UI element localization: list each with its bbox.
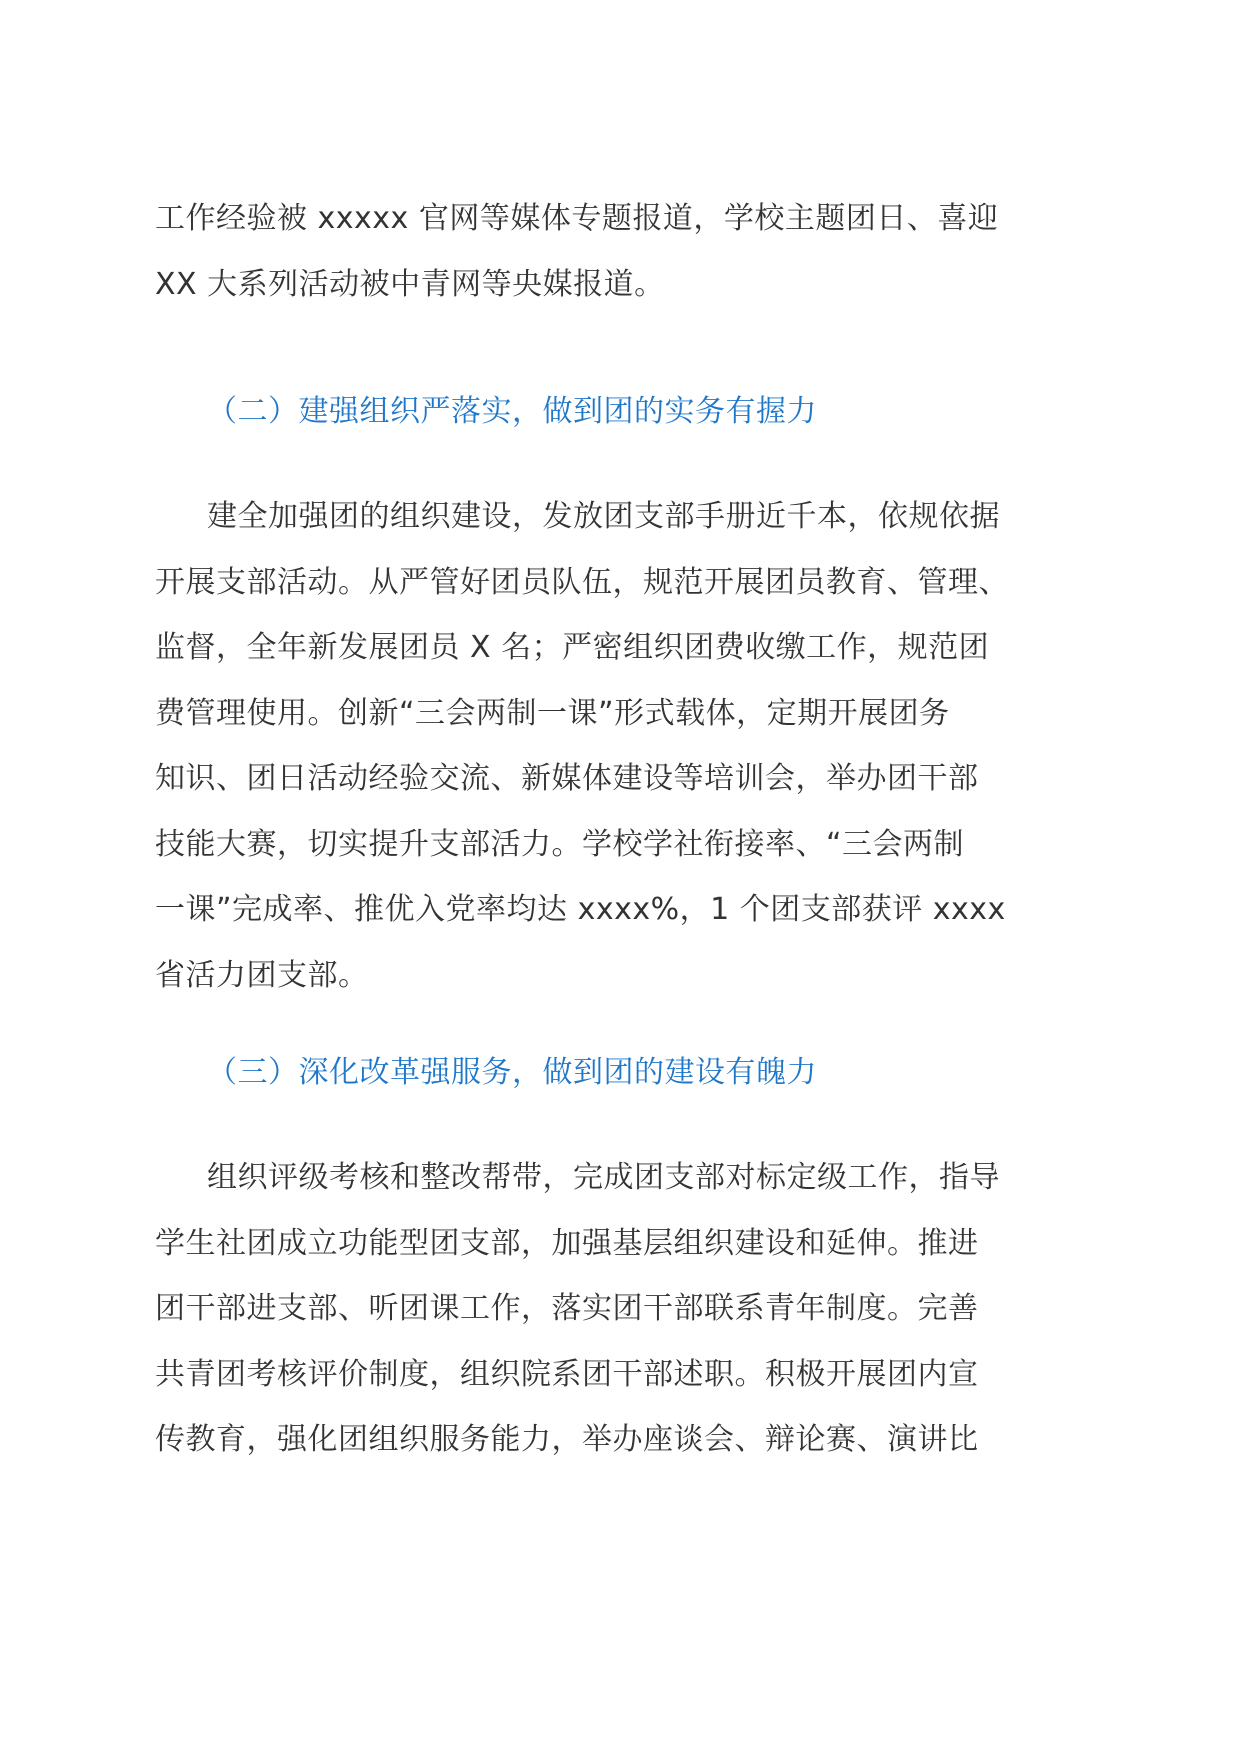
paragraph-line: 团干部进支部、听团课工作，落实团干部联系青年制度。完善 xyxy=(155,1291,979,1326)
paragraph-line: 费管理使用。创新“三会两制一课”形式载体，定期开展团务 xyxy=(155,695,950,731)
paragraph-line: 一课”完成率、推优入党率均达 xxxx%，1 个团支部获评 xxxx xyxy=(155,892,1006,927)
paragraph-line: 技能大赛，切实提升支部活力。学校学社衔接率、“三会两制 xyxy=(155,826,965,862)
paragraph-line: XX 大系列活动被中青网等央媒报道。 xyxy=(155,266,665,302)
paragraph-line: 开展支部活动。从严管好团员队伍，规范开展团员教育、管理、 xyxy=(155,564,1009,600)
paragraph-line: 工作经验被 xxxxx 官网等媒体专题报道，学校主题团日、喜迎 xyxy=(155,201,999,236)
section-2-paragraph xyxy=(155,484,1090,1008)
paragraph-line: 共青团考核评价制度，组织院系团干部述职。积极开展团内宣 xyxy=(155,1356,979,1392)
section-2-heading: （二）建强组织严落实，做到团的实务有握力 xyxy=(207,394,817,429)
paragraph-line: 省活力团支部。 xyxy=(155,957,369,993)
section-3-paragraph xyxy=(155,1145,1090,1473)
intro-paragraph xyxy=(155,186,1090,317)
paragraph-line: 组织评级考核和整改帮带，完成团支部对标定级工作，指导 xyxy=(207,1160,1000,1195)
paragraph-line: 学生社团成立功能型团支部，加强基层组织建设和延伸。推进 xyxy=(155,1225,979,1261)
paragraph-line: 知识、团日活动经验交流、新媒体建设等培训会，举办团干部 xyxy=(155,761,979,796)
section-3-heading: （三）深化改革强服务，做到团的建设有魄力 xyxy=(207,1055,817,1090)
paragraph-line: 建全加强团的组织建设，发放团支部手册近千本，依规依据 xyxy=(207,499,1000,534)
paragraph-line: 传教育，强化团组织服务能力，举办座谈会、辩论赛、演讲比 xyxy=(155,1422,979,1457)
paragraph-line: 监督，全年新发展团员 X 名；严密组织团费收缴工作，规范团 xyxy=(155,630,990,665)
